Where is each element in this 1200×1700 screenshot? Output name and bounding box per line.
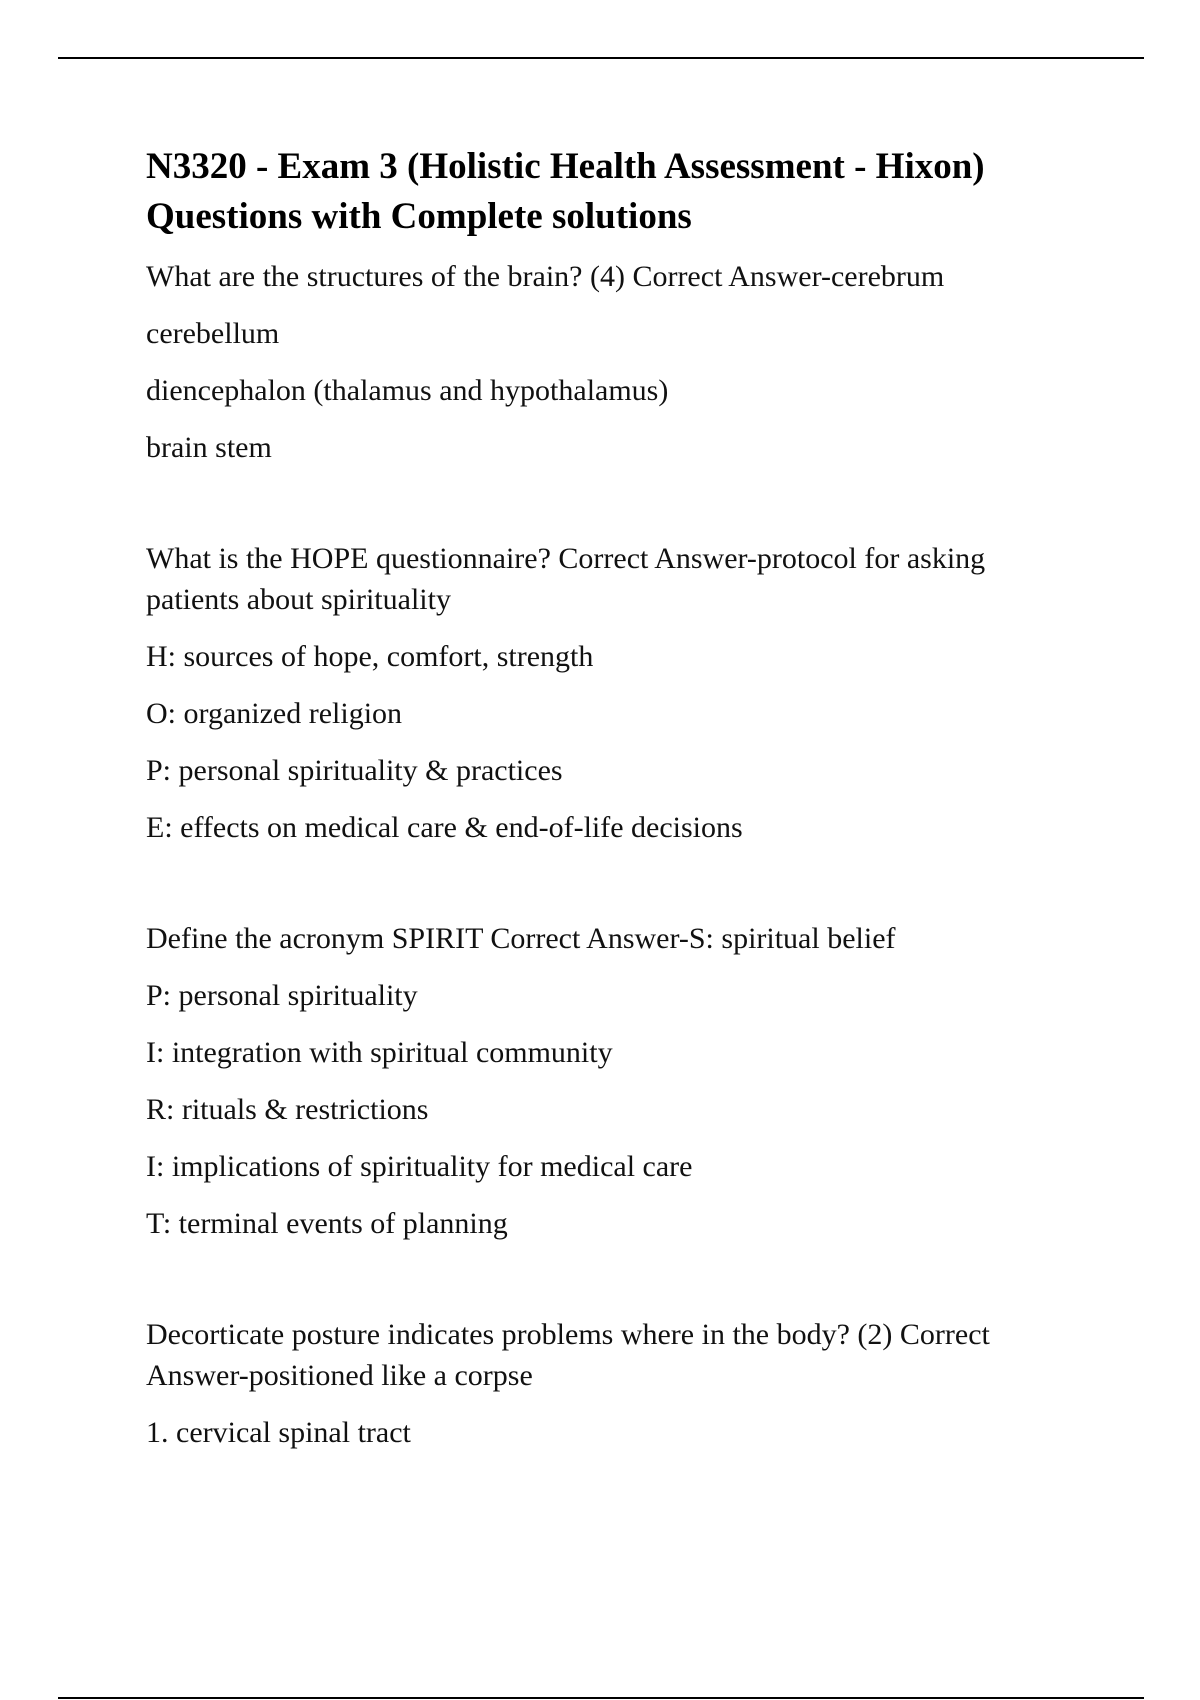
answer-line: brain stem: [146, 431, 272, 464]
top-divider: [58, 57, 1144, 59]
document-title: N3320 - Exam 3 (Holistic Health Assessment - Hixon) Questions with Complete solutions: [146, 146, 985, 237]
question-text: What are the structures of the brain? (4) Correct Answer-cerebrum: [146, 260, 945, 293]
answer-line: diencephalon (thalamus and hypothalamus): [146, 374, 669, 407]
answer-line: R: rituals & restrictions: [146, 1093, 429, 1126]
document-body: [146, 142, 1076, 1453]
answer-line: T: terminal events of planning: [146, 1207, 508, 1240]
question-text: Decorticate posture indicates problems where in the body? (2) Correct Answer-positioned like a corpse: [146, 1318, 990, 1392]
answer-line: P: personal spirituality & practices: [146, 754, 563, 787]
qa-item: [146, 538, 1076, 848]
question-text: Define the acronym SPIRIT Correct Answer-S: spiritual belief: [146, 922, 896, 955]
bottom-divider: [58, 1697, 1144, 1699]
answer-line: P: personal spirituality: [146, 979, 418, 1012]
answer-line: I: implications of spirituality for medical care: [146, 1150, 693, 1183]
qa-item: [146, 256, 1076, 468]
answer-line: O: organized religion: [146, 697, 403, 730]
qa-item: [146, 1314, 1076, 1453]
question-text: What is the HOPE questionnaire? Correct Answer-protocol for asking patients about spirituality: [146, 542, 986, 616]
answer-line: I: integration with spiritual community: [146, 1036, 613, 1069]
answer-line: H: sources of hope, comfort, strength: [146, 640, 594, 673]
answer-line: 1. cervical spinal tract: [146, 1416, 411, 1449]
qa-item: [146, 918, 1076, 1244]
answer-line: cerebellum: [146, 317, 280, 350]
answer-line: E: effects on medical care & end-of-life decisions: [146, 811, 743, 844]
